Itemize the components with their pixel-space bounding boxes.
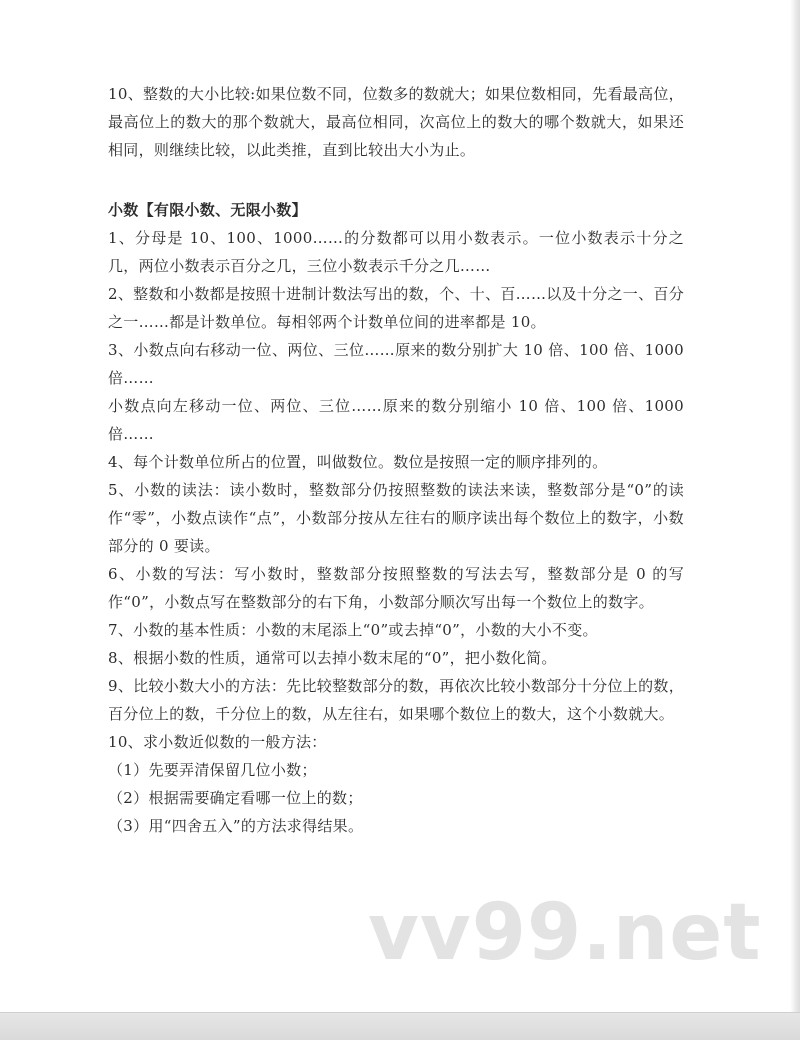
- list-item: 10、求小数近似数的一般方法：: [108, 733, 327, 751]
- section-heading: 小数【有限小数、无限小数】: [108, 201, 307, 219]
- document-body: [108, 80, 684, 840]
- list-item: （2）根据需要确定看哪一位上的数；: [108, 789, 363, 807]
- list-item: 3、小数点向右移动一位、两位、三位……原来的数分别扩大 10 倍、100 倍、1000 倍……: [108, 341, 684, 387]
- list-item: 7、小数的基本性质：小数的末尾添上“0”或去掉“0”，小数的大小不变。: [108, 621, 598, 639]
- list-item: 6、小数的写法：写小数时，整数部分按照整数的写法去写，整数部分是 0 的写作“0”，小数点写在整数部分的右下角，小数部分顺次写出每一个数位上的数字。: [108, 565, 684, 611]
- site-watermark: vv99.net: [368, 888, 762, 978]
- page-shadow-edge: [790, 0, 800, 1039]
- list-item: （3）用“四舍五入”的方法求得结果。: [108, 817, 364, 835]
- list-item: 5、小数的读法：读小数时，整数部分仍按照整数的读法来读，整数部分是“0”的读作“零”，小数点读作“点”，小数部分按从左往右的顺序读出每个数位上的数字，小数部分的 0 要读。: [108, 481, 684, 555]
- list-item: 8、根据小数的性质，通常可以去掉小数末尾的“0”，把小数化简。: [108, 649, 557, 667]
- integer-comparison-paragraph: 10、整数的大小比较:如果位数不同，位数多的数就大；如果位数相同，先看最高位，最高位上的数大的那个数就大，最高位相同，次高位上的数大的哪个数就大，如果还相同，则继续比较，以此类推，直到比较出大小为止。: [108, 85, 684, 159]
- list-item: 2、整数和小数都是按照十进制计数法写出的数，个、十、百……以及十分之一、百分之一……都是计数单位。每相邻两个计数单位间的进率都是 10。: [108, 285, 684, 331]
- list-item: 1、分母是 10、100、1000……的分数都可以用小数表示。一位小数表示十分之几，两位小数表示百分之几，三位小数表示千分之几……: [108, 229, 684, 275]
- paragraph-spacer: [108, 164, 684, 178]
- list-item: 4、每个计数单位所占的位置，叫做数位。数位是按照一定的顺序排列的。: [108, 453, 608, 471]
- list-item: （1）先要弄清保留几位小数；: [108, 761, 317, 779]
- page-bottom-separator: [0, 1012, 800, 1040]
- list-item: 9、比较小数大小的方法：先比较整数部分的数，再依次比较小数部分十分位上的数，百分位上的数，千分位上的数，从左往右，如果哪个数位上的数大，这个小数就大。: [108, 677, 684, 723]
- list-item: 小数点向左移动一位、两位、三位……原来的数分别缩小 10 倍、100 倍、1000 倍……: [108, 397, 684, 443]
